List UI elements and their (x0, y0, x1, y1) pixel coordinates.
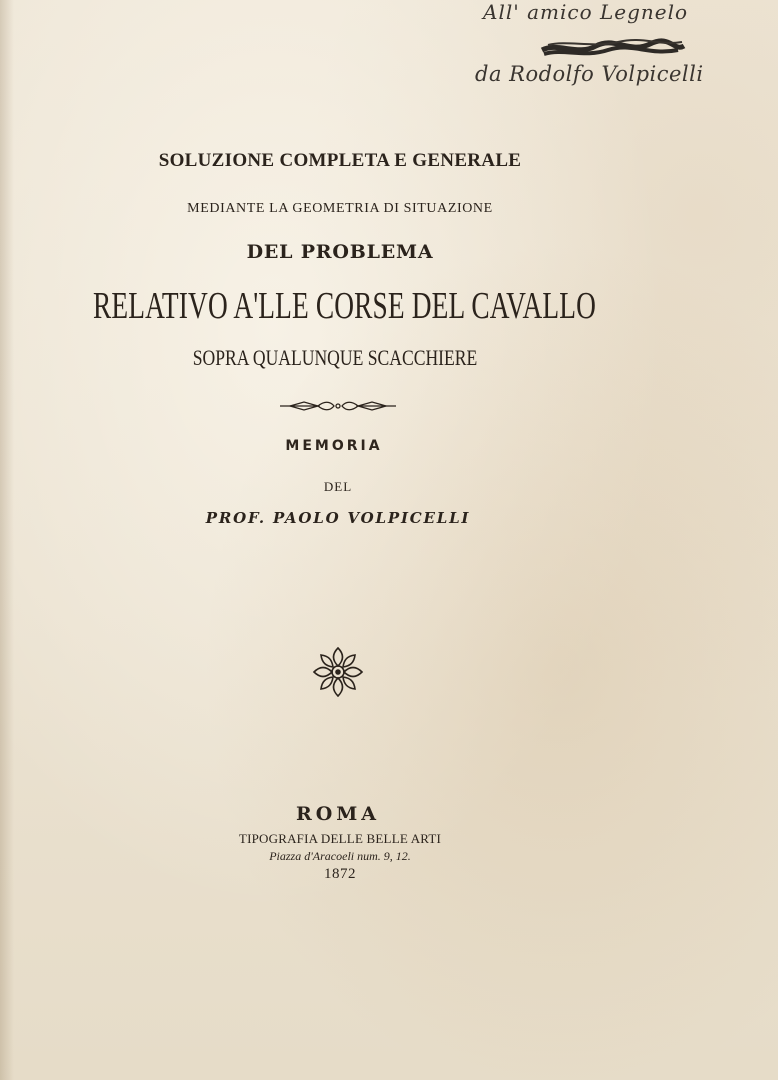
divider-ornament-icon (278, 399, 398, 413)
title-line-3: DEL PROBLEMA (246, 241, 434, 263)
imprint-city: ROMA (295, 803, 381, 825)
inscription-line-1: All' amico Legnelo (483, 0, 689, 24)
memoria-label: MEMORIA (285, 438, 383, 454)
memoria-del: DEL (323, 479, 353, 494)
title-line-5: SOPRA QUALUNQUE SCACCHIERE (192, 345, 478, 370)
imprint-year: 1872 (324, 866, 356, 882)
author-name: PROF. PAOLO VOLPICELLI (205, 509, 471, 527)
imprint-printer: TIPOGRAFIA DELLE BELLE ARTI (238, 831, 442, 846)
imprint-address: Piazza d'Aracoeli num. 9, 12. (269, 849, 411, 863)
struck-out-word-icon (538, 34, 688, 64)
title-line-2: MEDIANTE LA GEOMETRIA DI SITUAZIONE (187, 201, 493, 216)
rosette-ornament-icon (310, 644, 366, 700)
title-main: RELATIVO A'LLE CORSE DEL CAVALLO (92, 285, 597, 327)
inscription-line-3: da Rodolfo Volpicelli (475, 62, 704, 86)
title-line-1: SOLUZIONE COMPLETA E GENERALE (158, 150, 522, 171)
